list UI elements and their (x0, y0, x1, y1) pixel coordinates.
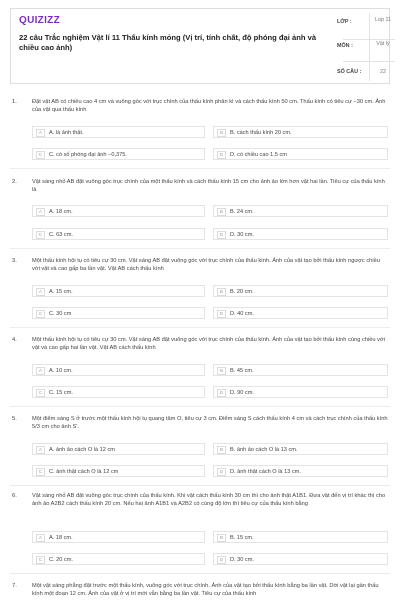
answer-option-d[interactable] (213, 307, 388, 319)
option-text: C. có số phóng đại ảnh −0,375. (49, 151, 127, 158)
option-text: B. ảnh ảo cách O là 13 cm. (230, 446, 298, 453)
option-letter-badge: C (36, 151, 45, 159)
option-text: B. 24 cm. (230, 208, 254, 215)
option-letter-badge: D (217, 389, 226, 397)
option-text: C. 20 cm. (49, 556, 73, 563)
question-text: Một điểm sáng S ở trước một thấu kính hội tụ quang tâm O, tiêu cự 3 cm. Điểm sáng S cách thấu kính 4 cm và cách trục chính của thấu kính 5/3 cm cho ảnh S'. (32, 416, 388, 430)
option-text: C. ảnh thật cách O là 12 cm (49, 468, 119, 475)
answer-option-a[interactable] (32, 205, 205, 217)
question-number: 6. (12, 493, 17, 499)
option-text: C. 15 cm. (49, 389, 73, 396)
option-text: A. 15 cm. (49, 288, 73, 295)
option-letter-badge: B (217, 534, 226, 542)
class-value: Lop 11 (374, 17, 392, 23)
answer-option-d[interactable] (213, 553, 388, 565)
option-letter-badge: C (36, 231, 45, 239)
answer-option-b[interactable] (213, 126, 388, 138)
option-text: B. 15 cm. (230, 534, 254, 541)
answer-option-a[interactable] (32, 364, 205, 376)
option-letter-badge: D (217, 151, 226, 159)
question-text: Một thấu kính hội tụ có tiêu cự 30 cm. Vật sáng AB đặt vuông góc với trục chính của thấu kính. Ảnh của vật tạo bởi thấu kính cùng chiều với vật và cao gấp hai lần vật. Vật AB cách thấu kính (32, 337, 385, 351)
option-text: D. 30 cm. (230, 556, 254, 563)
question-divider (10, 573, 390, 574)
worksheet-title: 22 câu Trắc nghiệm Vật lí 11 Thấu kính mỏng (Vị trí, tính chất, độ phóng đại ảnh và chiều cao ảnh) (19, 33, 317, 52)
question-text: Một thấu kính hội tụ có tiêu cự 30 cm. Vật sáng AB đặt vuông góc với trục chính của thấu kính. Ảnh của vật tạo bởi thấu kính ngược chiều với vật và cao gấp ba lần vật. Vật AB cách thấu kính (32, 258, 380, 272)
option-text: A. ảnh ảo cách O là 12 cm (49, 446, 115, 453)
worksheet-header (10, 8, 390, 84)
question-text: Vật sáng nhỏ AB đặt vuông góc trục chính của thấu kính. Khi vật cách thấu kính 30 cm thì cho ảnh thật A1B1. Đưa vật đến vị trí khác thì cho ảnh ảo A2B2 cách thấu kính 20 cm. Nếu hai ảnh A1B1 và A2B2 có cùng độ lớn thì tiêu cự của thấu kính bằng (32, 493, 386, 507)
answer-option-c[interactable] (32, 386, 205, 398)
option-letter-badge: B (217, 288, 226, 296)
option-letter-badge: D (217, 556, 226, 564)
option-letter-badge: B (217, 208, 226, 216)
option-text: D. 40 cm. (230, 310, 254, 317)
option-letter-badge: C (36, 310, 45, 318)
option-text: D. có chiều cao 1,5 cm (230, 151, 287, 158)
question-number: 3. (12, 258, 17, 264)
option-text: D. 30 cm. (230, 231, 254, 238)
question-text: Đặt vật AB có chiều cao 4 cm và vuông góc với trục chính của thấu kính phân kì và cách thấu kính 50 cm. Thấu kính có tiêu cự −30 cm. Ảnh của vật qua thấu kính (32, 99, 386, 113)
option-letter-badge: B (217, 367, 226, 375)
answer-option-a[interactable] (32, 443, 205, 455)
answer-option-d[interactable] (213, 386, 388, 398)
answer-option-d[interactable] (213, 228, 388, 240)
subject-value: Vật lý (376, 41, 390, 47)
answer-option-d[interactable] (213, 465, 388, 477)
option-letter-badge: C (36, 389, 45, 397)
option-letter-badge: B (217, 129, 226, 137)
answer-option-b[interactable] (213, 443, 388, 455)
class-label: LỚP : (337, 19, 352, 25)
option-text: B. 20 cm. (230, 288, 254, 295)
option-text: A. 10 cm. (49, 367, 73, 374)
option-letter-badge: D (217, 468, 226, 476)
option-letter-badge: A (36, 129, 45, 137)
option-text: A. là ảnh thật. (49, 129, 84, 136)
option-text: B. 45 cm. (230, 367, 254, 374)
question-number: 7. (12, 583, 17, 589)
question-divider (10, 327, 390, 328)
question-number: 5. (12, 416, 17, 422)
option-text: A. 18 cm. (49, 208, 73, 215)
question-number: 1. (12, 99, 17, 105)
quizizz-logo: QUIZIZZ (19, 15, 60, 26)
option-letter-badge: A (36, 446, 45, 454)
answer-option-b[interactable] (213, 205, 388, 217)
option-letter-badge: D (217, 231, 226, 239)
option-text: B. cách thấu kính 20 cm. (230, 129, 292, 136)
answer-option-a[interactable] (32, 285, 205, 297)
answer-option-b[interactable] (213, 531, 388, 543)
subject-label: MÔN : (337, 43, 353, 49)
question-count-value: 22 (380, 69, 386, 75)
question-divider (10, 248, 390, 249)
question-number: 2. (12, 179, 17, 185)
question-count-label: SỐ CÂU : (337, 69, 362, 75)
question-divider (10, 485, 390, 486)
option-text: C. 63 cm. (49, 231, 73, 238)
option-letter-badge: C (36, 468, 45, 476)
question-divider (10, 168, 390, 169)
meta-vertical-divider (369, 13, 370, 81)
answer-option-b[interactable] (213, 285, 388, 297)
question-divider (10, 406, 390, 407)
answer-option-d[interactable] (213, 148, 388, 160)
answer-option-a[interactable] (32, 531, 205, 543)
answer-option-b[interactable] (213, 364, 388, 376)
answer-option-c[interactable] (32, 307, 205, 319)
option-text: D. ảnh thật cách O là 13 cm. (230, 468, 301, 475)
option-letter-badge: A (36, 534, 45, 542)
option-text: C. 30 cm (49, 310, 72, 317)
option-letter-badge: C (36, 556, 45, 564)
answer-option-c[interactable] (32, 465, 205, 477)
option-text: A. 18 cm. (49, 534, 73, 541)
option-letter-badge: B (217, 446, 226, 454)
answer-option-c[interactable] (32, 553, 205, 565)
answer-option-c[interactable] (32, 228, 205, 240)
option-text: D. 90 cm. (230, 389, 254, 396)
answer-option-c[interactable] (32, 148, 205, 160)
question-number: 4. (12, 337, 17, 343)
answer-option-a[interactable] (32, 126, 205, 138)
option-letter-badge: A (36, 367, 45, 375)
option-letter-badge: A (36, 208, 45, 216)
question-text: Một vật sáng phẳng đặt trước một thấu kính, vuông góc với trục chính. Ảnh của vật tạo bởi thấu kính bằng ba lần vật. Dời vật lại gần thấu kính một đoạn 12 cm. Ảnh của vật ở vị trí mới vẫn bằng ba lần vật. Tiêu cự của thấu kính (32, 583, 379, 597)
question-text: Vật sáng nhỏ AB đặt vuông góc trục chính của một thấu kính và cách thấu kính 15 cm cho ảnh ảo lớn hơn vật hai lần. Tiêu cự của thấu kính là (32, 179, 385, 193)
option-letter-badge: D (217, 310, 226, 318)
option-letter-badge: A (36, 288, 45, 296)
